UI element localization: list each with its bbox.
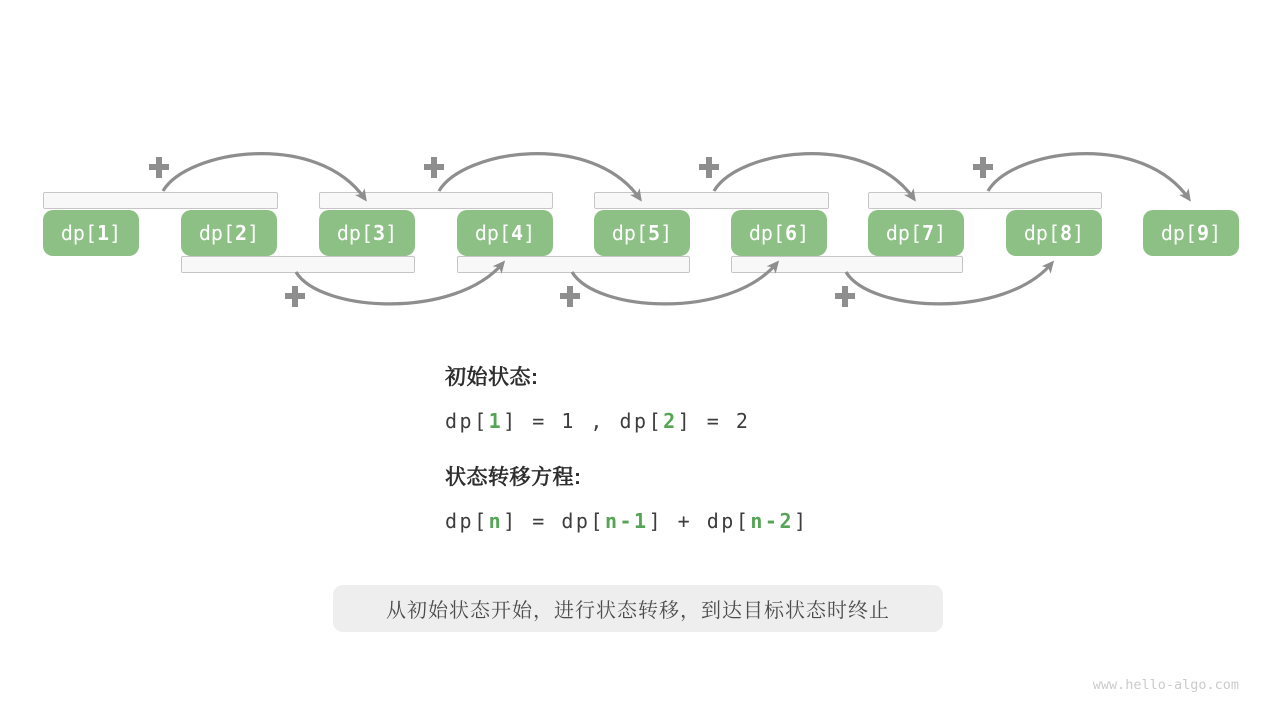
dp-label-prefix: dp[ (198, 221, 236, 245)
equation-text: ] (794, 509, 809, 533)
dp-box-2 (181, 210, 277, 256)
transition-equation-label: 状态转移方程: (445, 466, 582, 489)
dp-label-index: 5 (648, 221, 661, 245)
plus-icon-4 (973, 157, 993, 178)
plus-icon-6 (560, 286, 580, 307)
dp-box-1 (43, 210, 139, 256)
bracket-bottom-3 (731, 256, 963, 273)
equation-highlight: n-1 (604, 509, 649, 533)
dp-label-suffix: ] (1072, 221, 1085, 245)
equation-highlight: 1 (488, 409, 504, 433)
watermark: www.hello-algo.com (1092, 677, 1239, 693)
equation-text: ] = dp[ (503, 509, 605, 533)
dp-label-prefix: dp[ (336, 221, 374, 245)
plus-icon-3 (699, 157, 719, 178)
dp-label-index: 8 (1060, 221, 1073, 245)
note-text: 从初始状态开始，进行状态转移，到达目标状态时终止 (386, 600, 890, 622)
bracket-top-4 (868, 192, 1102, 209)
dp-label-index: 2 (235, 221, 248, 245)
dp-label-prefix: dp[ (611, 221, 649, 245)
dp-label-suffix: ] (109, 221, 122, 245)
plus-icon-5 (285, 286, 305, 307)
equation-text: dp[ (445, 409, 489, 433)
dp-label-suffix: ] (797, 221, 810, 245)
plus-icon-1 (149, 157, 169, 178)
dp-label-index: 1 (97, 221, 110, 245)
bracket-bottom-1 (181, 256, 415, 273)
bracket-top-2 (319, 192, 553, 209)
initial-state-equation (445, 407, 750, 435)
equation-highlight: 2 (663, 409, 678, 433)
transition-equation (445, 507, 809, 535)
dp-label-suffix: ] (385, 221, 398, 245)
plus-icon-2 (424, 157, 444, 178)
dp-label-prefix: dp[ (60, 221, 98, 245)
dp-box-8 (1006, 210, 1102, 256)
equation-highlight: n (488, 509, 504, 533)
bracket-top-3 (594, 192, 829, 209)
dp-label-prefix: dp[ (885, 221, 923, 245)
dp-box-7 (868, 210, 964, 256)
dp-label-index: 3 (373, 221, 386, 245)
plus-icon-7 (835, 286, 855, 307)
dp-label-prefix: dp[ (1160, 221, 1198, 245)
bracket-bottom-2 (457, 256, 690, 273)
equation-text: ] = 2 (677, 409, 751, 433)
dp-box-5 (594, 210, 690, 256)
dp-box-6 (731, 210, 827, 256)
dp-label-index: 7 (922, 221, 935, 245)
note-box (333, 585, 943, 632)
equation-highlight: n-2 (750, 509, 795, 533)
dp-box-4 (457, 210, 553, 256)
dp-label-prefix: dp[ (1023, 221, 1061, 245)
equation-text: ] + dp[ (648, 509, 751, 533)
initial-state-label: 初始状态: (445, 366, 539, 389)
bracket-top-1 (43, 192, 278, 209)
dp-label-prefix: dp[ (748, 221, 786, 245)
dp-label-suffix: ] (1209, 221, 1222, 245)
dp-label-prefix: dp[ (474, 221, 512, 245)
dp-label-suffix: ] (934, 221, 947, 245)
dp-label-index: 6 (785, 221, 798, 245)
dp-label-suffix: ] (660, 221, 673, 245)
equation-text: dp[ (445, 509, 489, 533)
dp-label-suffix: ] (247, 221, 260, 245)
dp-label-index: 4 (511, 221, 524, 245)
equation-text: ] = 1 , dp[ (503, 409, 664, 433)
dp-box-3 (319, 210, 415, 256)
dp-label-suffix: ] (523, 221, 536, 245)
dp-label-index: 9 (1197, 221, 1210, 245)
dp-box-9 (1143, 210, 1239, 256)
